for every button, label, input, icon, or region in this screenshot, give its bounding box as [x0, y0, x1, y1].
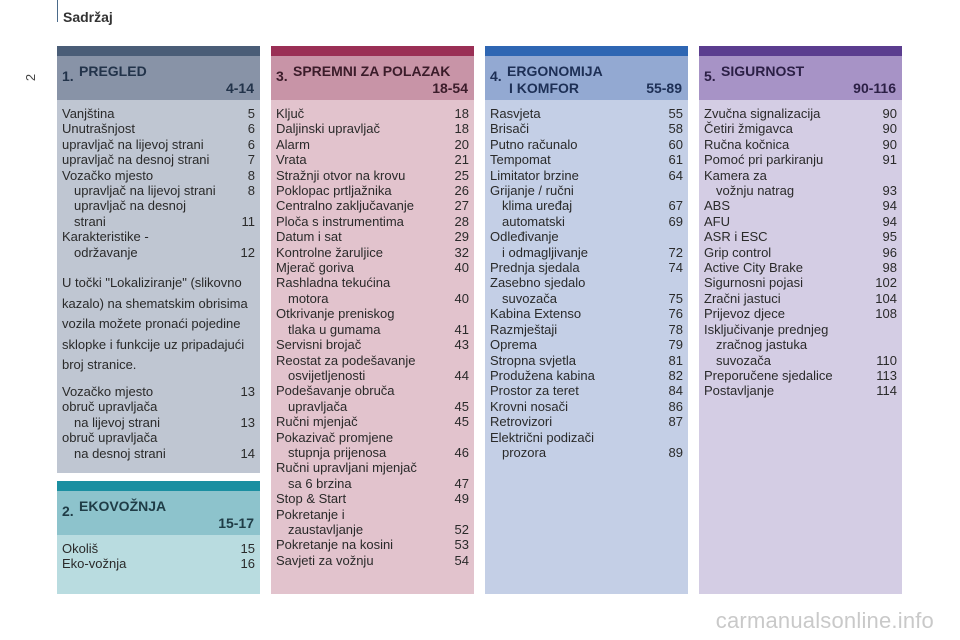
- toc-entry[interactable]: [276, 353, 469, 368]
- toc-entry-page: 108: [875, 306, 897, 322]
- toc-entry-text: AFU: [704, 213, 730, 229]
- toc-entry[interactable]: [276, 121, 469, 136]
- toc-entry-text: Prostor za teret: [490, 383, 579, 399]
- toc-entry-text: Ručni mjenjač: [276, 414, 358, 430]
- toc-entry[interactable]: [276, 491, 469, 506]
- toc-entry[interactable]: [490, 229, 683, 244]
- toc-entry[interactable]: [276, 137, 469, 152]
- toc-entry-text: Centralno zaključavanje: [276, 198, 415, 214]
- toc-entry-text: Ploča s instrumentima: [276, 213, 404, 229]
- toc-entry[interactable]: [276, 152, 469, 167]
- toc-entry-page: 90: [882, 106, 897, 121]
- toc-entry-text: Kamera za: [704, 167, 767, 183]
- toc-entry[interactable]: [704, 214, 897, 229]
- toc-entry[interactable]: [490, 368, 683, 383]
- toc-entry-page: 40: [454, 260, 469, 276]
- toc-entry-text: tlaka u gumama: [288, 321, 381, 337]
- toc-entry[interactable]: [276, 522, 469, 537]
- toc-entry[interactable]: [490, 306, 683, 321]
- section-number: 3.: [276, 68, 288, 84]
- toc-entry-text: klima uređaj: [502, 198, 573, 214]
- toc-entry[interactable]: [62, 556, 255, 571]
- toc-entry-text: Putno računalo: [490, 136, 578, 152]
- toc-entry-text: ASR i ESC: [704, 229, 768, 245]
- toc-entry-page: 75: [668, 290, 683, 306]
- toc-entry-page: 104: [875, 290, 897, 306]
- toc-entry-page: 20: [454, 136, 469, 152]
- toc-entry-page: 102: [875, 275, 897, 291]
- toc-entry-text: Retrovizori: [490, 414, 553, 430]
- toc-entry-page: 44: [454, 367, 469, 383]
- toc-entry[interactable]: [62, 446, 255, 461]
- toc-entry-page: 61: [668, 152, 683, 168]
- toc-entry[interactable]: [276, 291, 469, 306]
- toc-entry-page: 93: [882, 183, 897, 199]
- toc-entry-text: zračnog jastuka: [716, 337, 808, 353]
- section-entries: [57, 535, 260, 594]
- toc-entry[interactable]: [276, 537, 469, 552]
- toc-entry-text: Kontrolne žaruljice: [276, 244, 383, 260]
- toc-entry-text: Podešavanje obruča: [276, 383, 395, 399]
- toc-entry[interactable]: [704, 306, 897, 321]
- toc-entry-page: 29: [454, 229, 469, 245]
- section-title: ERGONOMIJA: [507, 63, 603, 79]
- toc-entry[interactable]: [62, 183, 255, 198]
- toc-entry-text: motora: [288, 290, 329, 306]
- toc-entry-page: 90: [882, 121, 897, 137]
- toc-entry-text: Pokretanje na kosini: [276, 537, 394, 553]
- toc-entry-text: Grip control: [704, 244, 772, 260]
- section-entries: [699, 100, 902, 594]
- section-ekovoznja: [57, 481, 260, 594]
- toc-entry-page: 15: [240, 541, 255, 556]
- toc-entry-page: 5: [247, 106, 255, 121]
- toc-entry-page: 26: [454, 183, 469, 199]
- toc-entry-text: prozora: [502, 444, 547, 460]
- toc-entry[interactable]: [276, 183, 469, 198]
- toc-entry-text: upravljač na lijevoj strani: [62, 136, 204, 152]
- toc-entry-text: Zračni jastuci: [704, 290, 781, 306]
- section-title: SPREMNI ZA POLAZAK: [293, 63, 451, 79]
- toc-entry-text: Otkrivanje preniskog: [276, 306, 395, 322]
- section-entries: [57, 100, 260, 473]
- toc-entry-page: 90: [882, 136, 897, 152]
- toc-entry-page: 8: [247, 167, 255, 183]
- toc-entry-page: 94: [882, 198, 897, 214]
- toc-entry[interactable]: [276, 106, 469, 121]
- toc-entry[interactable]: [276, 275, 469, 290]
- toc-entry[interactable]: [704, 152, 897, 167]
- section-color-bar: [699, 46, 902, 56]
- toc-entry-text: Daljinski upravljač: [276, 121, 381, 137]
- toc-entry-text: Prednja sjedala: [490, 260, 580, 276]
- section-page-range: 18-54: [432, 80, 468, 96]
- section-header[interactable]: [271, 56, 474, 100]
- toc-entry-text: Razmještaji: [490, 321, 558, 337]
- toc-entry-page: 13: [240, 414, 255, 430]
- toc-entry-page: 82: [668, 367, 683, 383]
- toc-entry[interactable]: [704, 291, 897, 306]
- section-header[interactable]: [699, 56, 902, 100]
- toc-entry-page: 14: [240, 445, 255, 461]
- toc-entry-page: 27: [454, 198, 469, 214]
- toc-entry-page: 6: [247, 121, 255, 137]
- section-pregled: [57, 46, 260, 473]
- toc-entry-page: 67: [668, 198, 683, 214]
- toc-entry-text: Ručna kočnica: [704, 136, 790, 152]
- toc-entry-page: 13: [240, 384, 255, 400]
- toc-entry-text: Brisači: [490, 121, 530, 137]
- toc-entry-text: Alarm: [276, 136, 310, 152]
- toc-entry[interactable]: [276, 507, 469, 522]
- toc-entry-page: 41: [454, 321, 469, 337]
- toc-entry-text: Grijanje / ručni: [490, 183, 574, 199]
- toc-entry-page: 74: [668, 260, 683, 276]
- toc-entry-text: Servisni brojač: [276, 337, 362, 353]
- toc-entry-text: održavanje: [74, 244, 138, 260]
- toc-entry-page: 95: [882, 229, 897, 245]
- toc-entry[interactable]: [62, 198, 255, 213]
- section-ergonomija-i-komfor: [485, 46, 688, 594]
- toc-entry[interactable]: [704, 229, 897, 244]
- toc-entry-text: zaustavljanje: [288, 521, 364, 537]
- toc-entry-text: sa 6 brzina: [288, 475, 352, 491]
- toc-entry-text: upravljača: [288, 398, 348, 414]
- section-title: SIGURNOST: [721, 63, 805, 79]
- toc-entry[interactable]: [62, 168, 255, 183]
- toc-entry[interactable]: [490, 383, 683, 398]
- toc-entry-text: Ključ: [276, 106, 305, 121]
- toc-entry[interactable]: [490, 106, 683, 121]
- toc-entry[interactable]: [704, 168, 897, 183]
- toc-entry-text: Eko-vožnja: [62, 556, 127, 572]
- toc-entry-text: Odleđivanje: [490, 229, 559, 245]
- toc-entry[interactable]: [276, 337, 469, 352]
- toc-entry-page: 25: [454, 167, 469, 183]
- toc-entry-text: Krovni nosači: [490, 398, 569, 414]
- toc-entry-page: 78: [668, 321, 683, 337]
- toc-entry[interactable]: [704, 368, 897, 383]
- section-color-bar: [57, 481, 260, 491]
- toc-entry[interactable]: [704, 137, 897, 152]
- toc-entry-page: 94: [882, 213, 897, 229]
- toc-entry-page: 53: [454, 537, 469, 553]
- toc-entry-text: Tempomat: [490, 152, 551, 168]
- toc-entry-text: Ručni upravljani mjenjač: [276, 460, 417, 476]
- section-number: 5.: [704, 68, 716, 84]
- toc-entry-page: 114: [876, 383, 897, 399]
- toc-entry-page: 45: [454, 414, 469, 430]
- toc-entry-text: automatski: [502, 213, 565, 229]
- toc-entry-text: obruč upravljača: [62, 430, 158, 446]
- toc-entry[interactable]: [276, 553, 469, 568]
- section-page-range: 4-14: [225, 80, 254, 96]
- toc-entry-text: Pokazivač promjene: [276, 429, 394, 445]
- toc-entry-page: 54: [454, 552, 469, 568]
- section-spremni-za-polazak: [271, 46, 474, 594]
- toc-entry-page: 28: [454, 213, 469, 229]
- toc-entry-page: 86: [668, 398, 683, 414]
- toc-entry-text: Active City Brake: [704, 260, 803, 276]
- section-entries: [485, 100, 688, 594]
- toc-entry-page: 12: [240, 244, 255, 260]
- toc-entry[interactable]: [490, 137, 683, 152]
- toc-entry[interactable]: [62, 245, 255, 260]
- toc-entry[interactable]: [276, 198, 469, 213]
- toc-entry-page: 81: [668, 352, 683, 368]
- toc-entry-text: na desnoj strani: [74, 445, 166, 461]
- toc-entry-page: 58: [668, 121, 683, 137]
- toc-entry[interactable]: [276, 460, 469, 475]
- toc-entry[interactable]: [704, 322, 897, 337]
- toc-entry[interactable]: [704, 353, 897, 368]
- toc-entry-text: stupnja prijenosa: [288, 444, 387, 460]
- toc-entry-text: Produžena kabina: [490, 367, 595, 383]
- toc-entry-page: 40: [454, 290, 469, 306]
- toc-entry[interactable]: [62, 430, 255, 445]
- toc-entry-page: 89: [668, 444, 683, 460]
- toc-entry-text: Kabina Extenso: [490, 306, 582, 322]
- toc-entry-page: 43: [454, 337, 469, 353]
- toc-entry[interactable]: [62, 229, 255, 244]
- toc-entry-page: 52: [454, 521, 469, 537]
- section-title: PREGLED: [79, 63, 147, 79]
- toc-entry-page: 16: [240, 556, 255, 572]
- toc-entry[interactable]: [276, 229, 469, 244]
- toc-entry-page: 47: [454, 475, 469, 491]
- toc-entry[interactable]: [490, 414, 683, 429]
- toc-entry[interactable]: [490, 183, 683, 198]
- toc-entry-page: 98: [882, 260, 897, 276]
- section-color-bar: [57, 46, 260, 56]
- toc-entry[interactable]: [704, 260, 897, 275]
- toc-entry-text: Isključivanje prednjeg: [704, 321, 829, 337]
- page-number: 2: [23, 73, 39, 82]
- section-header[interactable]: [57, 491, 260, 535]
- toc-entry[interactable]: [276, 476, 469, 491]
- toc-entry-text: obruč upravljača: [62, 399, 158, 415]
- toc-entry-text: upravljač na desnoj: [74, 198, 187, 214]
- toc-entry[interactable]: [704, 121, 897, 136]
- toc-entry-page: 18: [454, 121, 469, 137]
- toc-entry[interactable]: [62, 214, 255, 229]
- toc-entry-text: Rasvjeta: [490, 106, 541, 121]
- toc-entry-text: Karakteristike -: [62, 229, 149, 245]
- toc-entry-page: 87: [668, 414, 683, 430]
- toc-entry-text: Limitator brzine: [490, 167, 579, 183]
- toc-entry-text: Vanjština: [62, 106, 115, 121]
- toc-entry-text: Vrata: [276, 152, 307, 168]
- section-title: EKOVOŽNJA: [79, 498, 167, 514]
- toc-entry-text: suvozača: [716, 352, 771, 368]
- toc-entry-text: Pomoć pri parkiranju: [704, 152, 824, 168]
- toc-entry-page: 55: [668, 106, 683, 121]
- toc-entry-text: Datum i sat: [276, 229, 342, 245]
- toc-entry-text: Vozačko mjesto: [62, 384, 154, 400]
- toc-entry-page: 7: [247, 152, 255, 168]
- toc-entry[interactable]: [276, 214, 469, 229]
- toc-entry-text: Rashladna tekućina: [276, 275, 391, 291]
- note-text: U točki "Lokaliziranje" (slikovno kazalo) na shematskim obrisima vozila možete pronaći pojedine sklopke i funkcije uz pripadajući broj stranice.: [62, 275, 248, 373]
- toc-entry-text: Prijevoz djece: [704, 306, 785, 322]
- toc-entry-text: Preporučene sjedalice: [704, 367, 833, 383]
- toc-entry[interactable]: [62, 106, 255, 121]
- toc-entry-text: Četiri žmigavca: [704, 121, 793, 137]
- watermark: carmanualsonline.info: [715, 608, 934, 633]
- toc-entry[interactable]: [490, 291, 683, 306]
- toc-entry-page: 64: [668, 167, 683, 183]
- toc-entry-page: 96: [882, 244, 897, 260]
- section-number: 2.: [62, 503, 74, 519]
- toc-entry[interactable]: [704, 198, 897, 213]
- toc-entry-text: Postavljanje: [704, 383, 775, 399]
- toc-entry[interactable]: [490, 337, 683, 352]
- toc-entry[interactable]: [490, 322, 683, 337]
- toc-entry[interactable]: [490, 275, 683, 290]
- section-page-range: 90-116: [853, 80, 896, 96]
- toc-entry-text: Unutrašnjost: [62, 121, 135, 137]
- toc-entry-text: Reostat za podešavanje: [276, 352, 416, 368]
- toc-entry-text: Savjeti za vožnju: [276, 552, 374, 568]
- header-rule: [57, 0, 58, 22]
- toc-entry-page: 72: [668, 244, 683, 260]
- toc-entry-page: 11: [241, 213, 255, 229]
- toc-entry-page: 8: [247, 183, 255, 199]
- toc-entry[interactable]: [490, 214, 683, 229]
- toc-entry-text: Okoliš: [62, 541, 99, 556]
- section-color-bar: [271, 46, 474, 56]
- section-header[interactable]: [57, 56, 260, 100]
- toc-entry[interactable]: [704, 106, 897, 121]
- toc-entry-text: Pokretanje i: [276, 506, 345, 522]
- section-entries: [271, 100, 474, 594]
- toc-entry[interactable]: [276, 399, 469, 414]
- toc-entry-text: i odmagljivanje: [502, 244, 588, 260]
- toc-entry-text: Stop & Start: [276, 491, 347, 507]
- toc-entry-text: Zvučna signalizacija: [704, 106, 821, 121]
- toc-entry-text: Stropna svjetla: [490, 352, 576, 368]
- toc-entry[interactable]: [276, 383, 469, 398]
- toc-entry-text: Mjerač goriva: [276, 260, 355, 276]
- toc-entry-text: na lijevoj strani: [74, 414, 160, 430]
- toc-entry[interactable]: [490, 198, 683, 213]
- toc-entry[interactable]: [276, 368, 469, 383]
- section-color-bar: [485, 46, 688, 56]
- toc-entry-text: Električni podizači: [490, 429, 595, 445]
- toc-entry-text: strani: [74, 213, 106, 229]
- toc-entry[interactable]: [276, 245, 469, 260]
- toc-entry[interactable]: [62, 541, 255, 556]
- toc-entry[interactable]: [490, 260, 683, 275]
- toc-entry[interactable]: [276, 260, 469, 275]
- toc-entry[interactable]: [490, 430, 683, 445]
- toc-entry[interactable]: [490, 353, 683, 368]
- toc-entry[interactable]: [276, 414, 469, 429]
- toc-entry[interactable]: [62, 121, 255, 136]
- section-header[interactable]: [485, 56, 688, 100]
- toc-entry[interactable]: [276, 168, 469, 183]
- toc-entry[interactable]: [704, 337, 897, 352]
- toc-entry[interactable]: [62, 137, 255, 152]
- section-sigurnost: [699, 46, 902, 594]
- toc-entry-page: 6: [247, 136, 255, 152]
- toc-entry-page: 91: [882, 152, 897, 168]
- toc-entry-text: Sigurnosni pojasi: [704, 275, 804, 291]
- section-number: 1.: [62, 68, 74, 84]
- toc-entry[interactable]: [490, 121, 683, 136]
- section-page-range: 55-89: [646, 80, 682, 96]
- toc-entry[interactable]: [62, 384, 255, 399]
- toc-entry[interactable]: [62, 152, 255, 167]
- toc-entry-text: Vozačko mjesto: [62, 167, 154, 183]
- toc-entry-page: 21: [454, 152, 469, 168]
- toc-entry-text: Oprema: [490, 337, 537, 353]
- toc-entry-text: suvozača: [502, 290, 557, 306]
- page-title: Sadržaj: [63, 9, 113, 25]
- toc-entry[interactable]: [276, 430, 469, 445]
- toc-entry-page: 18: [454, 106, 469, 121]
- toc-entry[interactable]: [490, 245, 683, 260]
- toc-entry-page: 69: [668, 213, 683, 229]
- toc-entry-page: 49: [454, 491, 469, 507]
- toc-entry-page: 84: [668, 383, 683, 399]
- toc-entry-page: 76: [668, 306, 683, 322]
- toc-entry[interactable]: [704, 275, 897, 290]
- toc-entry[interactable]: [62, 399, 255, 414]
- toc-entry[interactable]: [704, 245, 897, 260]
- toc-entry-text: upravljač na desnoj strani: [62, 152, 210, 168]
- toc-entry-text: vožnju natrag: [716, 183, 795, 199]
- toc-entry[interactable]: [276, 445, 469, 460]
- toc-entry-text: ABS: [704, 198, 731, 214]
- toc-entry-text: osvijetljenosti: [288, 367, 366, 383]
- toc-entry[interactable]: [704, 183, 897, 198]
- section-title-line2: I KOMFOR: [509, 80, 579, 96]
- toc-entry-text: Stražnji otvor na krovu: [276, 167, 406, 183]
- toc-entry-page: 113: [876, 367, 897, 383]
- toc-entry-text: Poklopac prtljažnika: [276, 183, 392, 199]
- toc-entry-page: 110: [876, 352, 897, 368]
- toc-entry[interactable]: [490, 445, 683, 460]
- toc-entry[interactable]: [276, 322, 469, 337]
- toc-entry-page: 60: [668, 136, 683, 152]
- toc-entry[interactable]: [62, 415, 255, 430]
- toc-entry[interactable]: [490, 168, 683, 183]
- toc-entry-page: 32: [454, 244, 469, 260]
- toc-entry[interactable]: [704, 383, 897, 398]
- toc-entry-page: 45: [454, 398, 469, 414]
- toc-entry-page: 79: [668, 337, 683, 353]
- toc-entry-page: 46: [454, 444, 469, 460]
- toc-entry[interactable]: [490, 399, 683, 414]
- toc-entry-text: upravljač na lijevoj strani: [74, 183, 216, 199]
- section-page-range: 15-17: [218, 515, 254, 531]
- toc-entry-text: Zasebno sjedalo: [490, 275, 586, 291]
- section-number: 4.: [490, 68, 502, 84]
- toc-entry[interactable]: [490, 152, 683, 167]
- toc-entry[interactable]: [276, 306, 469, 321]
